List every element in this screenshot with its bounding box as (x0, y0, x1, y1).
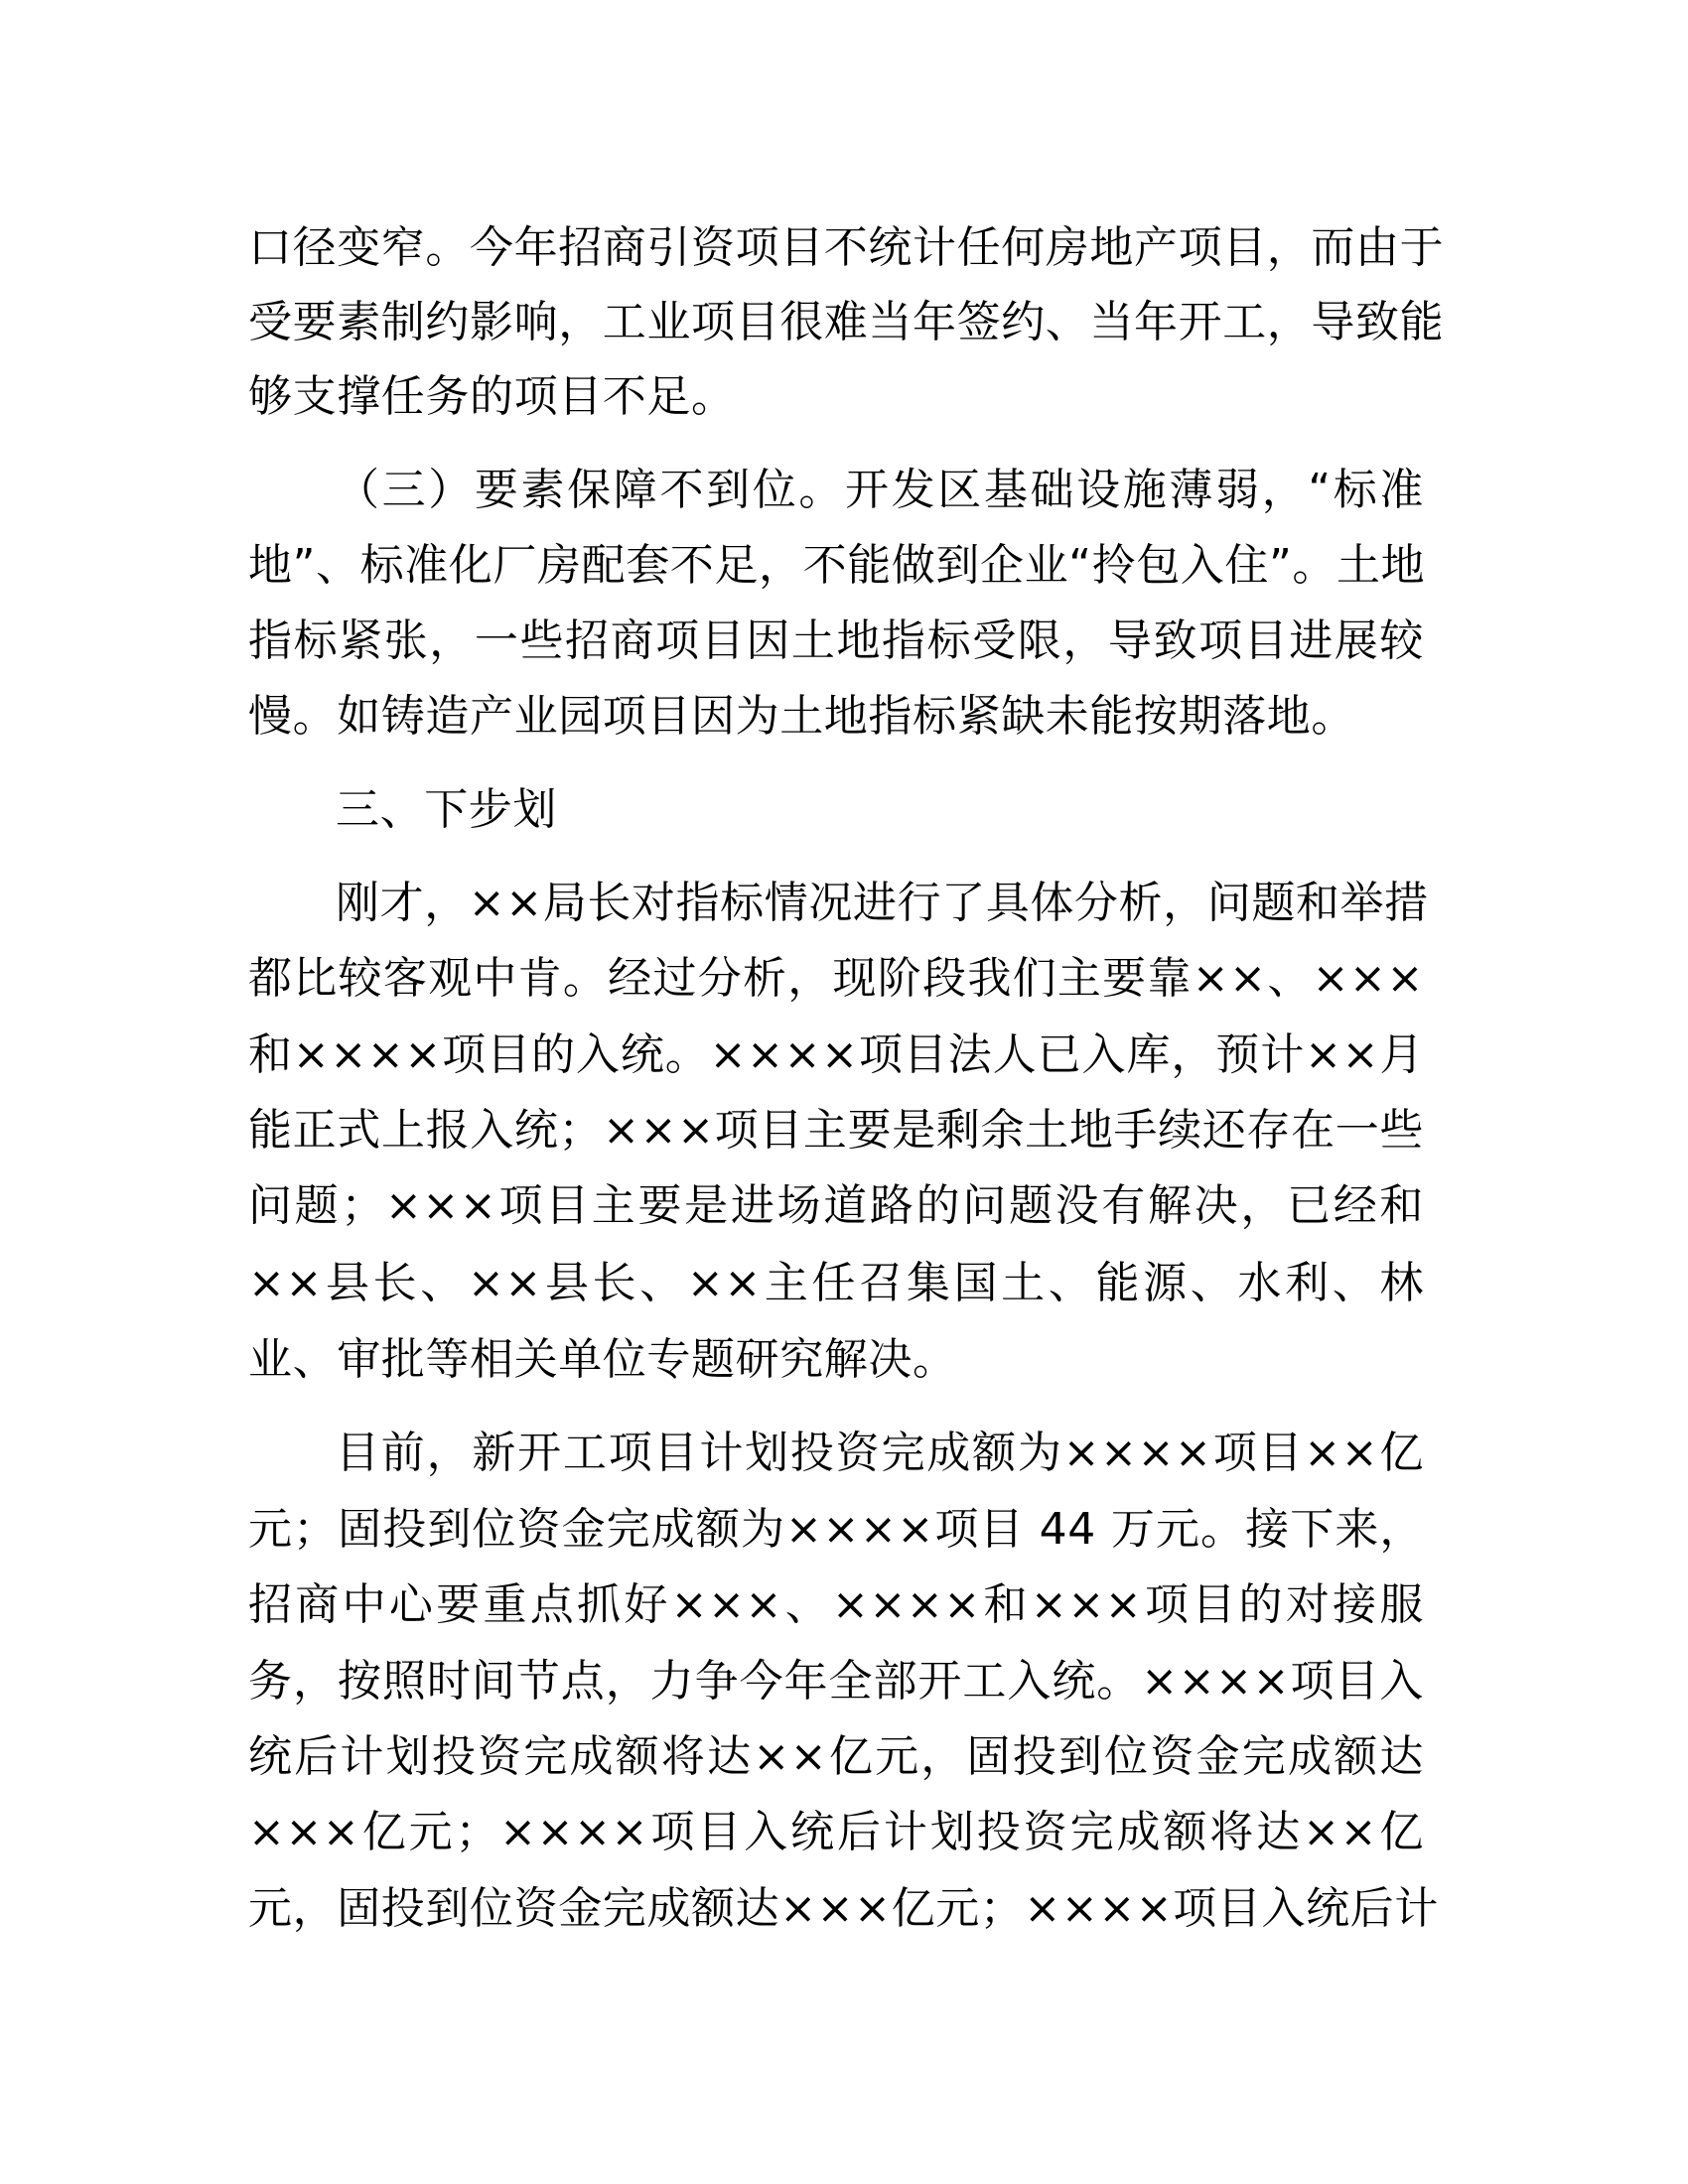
text-line: 地”、标准化厂房配套不足，不能做到企业“拎包入住”。土地 (248, 540, 1426, 591)
text-line: 务，按照时间节点，力争今年全部开工入统。××××项目入 (248, 1656, 1424, 1706)
text-line: 业、审批等相关单位专题研究解决。 (248, 1334, 957, 1385)
text-line: 和××××项目的入统。××××项目法人已入库，预计××月 (248, 1029, 1424, 1080)
text-line: 元；固投到位资金完成额为××××项目 44 万元。接下来， (248, 1504, 1424, 1555)
text-line: 都比较客观中肯。经过分析，现阶段我们主要靠××、××× (248, 953, 1424, 1004)
text-line: 目前，新开工项目计划投资完成额为××××项目××亿 (336, 1428, 1424, 1478)
text-line: （三）要素保障不到位。开发区基础设施薄弱，“标准 (336, 465, 1424, 515)
text-line: 刚才，××局长对指标情况进行了具体分析，问题和举措 (336, 878, 1429, 928)
text-line: 招商中心要重点抓好×××、××××和×××项目的对接服 (248, 1579, 1424, 1630)
text-line: 问题；×××项目主要是进场道路的问题没有解决，已经和 (248, 1180, 1424, 1231)
text-line: 够支撑任务的项目不足。 (248, 371, 736, 422)
text-line: ××县长、××县长、××主任召集国土、能源、水利、林 (248, 1258, 1424, 1308)
text-line: 能正式上报入统；×××项目主要是剩余土地手续还存在一些 (248, 1105, 1424, 1156)
text-line: 慢。如铸造产业园项目因为土地指标紧缺未能按期落地。 (248, 691, 1355, 742)
text-line: 元，固投到位资金完成额达×××亿元；××××项目入统后计 (248, 1883, 1439, 1934)
text-line: 统后计划投资完成额将达××亿元，固投到位资金完成额达 (248, 1731, 1424, 1782)
text-line: 口径变窄。今年招商引资项目不统计任何房地产项目，而由于 (248, 222, 1445, 273)
text-line: 指标紧张，一些招商项目因土地指标受限，导致项目进展较 (248, 615, 1424, 666)
text-line: ×××亿元；××××项目入统后计划投资完成额将达××亿 (248, 1807, 1424, 1857)
section-heading: 三、下步划 (336, 784, 557, 835)
text-line: 受要素制约影响，工业项目很难当年签约、当年开工，导致能 (248, 297, 1445, 347)
